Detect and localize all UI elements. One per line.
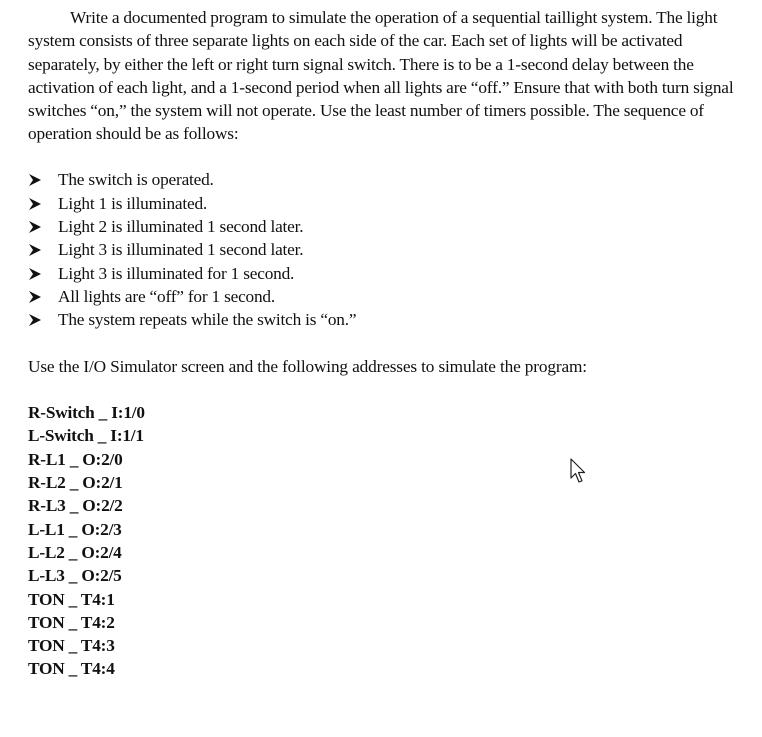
arrowhead-bullet-icon: [28, 197, 58, 211]
address-list: [28, 401, 756, 681]
address-item: TON _ T4:3: [28, 636, 115, 656]
instruction-text: Use the I/O Simulator screen and the following addresses to simulate the program:: [28, 356, 587, 376]
address-item: R-L2 _ O:2/1: [28, 473, 123, 493]
list-item-text: Light 3 is illuminated 1 second later.: [58, 240, 304, 260]
address-item: TON _ T4:4: [28, 659, 115, 679]
arrowhead-bullet-icon: [28, 290, 58, 304]
arrowhead-bullet-icon: [28, 220, 58, 234]
list-item-text: All lights are “off” for 1 second.: [58, 286, 275, 306]
list-item: [28, 169, 756, 192]
list-item: [28, 239, 756, 262]
address-item: L-Switch _ I:1/1: [28, 426, 144, 446]
intro-paragraph: Write a documented program to simulate the operation of a sequential taillight system. The light system consists of three separate lights on each side of the car. Each set of lights will be activated separately, by either the left or right turn signal switch. There is to be a 1-second delay between the activation of each light, and a 1-second period when all lights are “off.” Ensure that with both turn signal switches “on,” the system will not operate. Use the least number of timers possible. The sequence of operation should be as follows:: [28, 8, 734, 144]
list-item: [28, 309, 756, 332]
list-item-text: The switch is operated.: [58, 170, 214, 190]
arrowhead-bullet-icon: [28, 267, 58, 281]
document-page: [28, 6, 756, 681]
list-item-text: Light 1 is illuminated.: [58, 193, 207, 213]
sequence-list: [28, 169, 756, 332]
address-item: R-Switch _ I:1/0: [28, 403, 145, 423]
list-item: [28, 285, 756, 308]
address-item: R-L1 _ O:2/0: [28, 449, 123, 469]
list-item-text: Light 3 is illuminated for 1 second.: [58, 263, 295, 283]
address-item: TON _ T4:1: [28, 589, 115, 609]
mouse-pointer-icon: [570, 458, 586, 489]
arrowhead-bullet-icon: [28, 243, 58, 257]
list-item: [28, 215, 756, 238]
list-item: [28, 192, 756, 215]
address-item: L-L1 _ O:2/3: [28, 519, 122, 539]
list-item-text: The system repeats while the switch is “on.”: [58, 310, 357, 330]
address-item: L-L3 _ O:2/5: [28, 566, 122, 586]
list-item: [28, 262, 756, 285]
arrowhead-bullet-icon: [28, 173, 58, 187]
arrowhead-bullet-icon: [28, 313, 58, 327]
address-item: TON _ T4:2: [28, 612, 115, 632]
address-item: L-L2 _ O:2/4: [28, 542, 122, 562]
address-item: R-L3 _ O:2/2: [28, 496, 123, 516]
list-item-text: Light 2 is illuminated 1 second later.: [58, 217, 304, 237]
